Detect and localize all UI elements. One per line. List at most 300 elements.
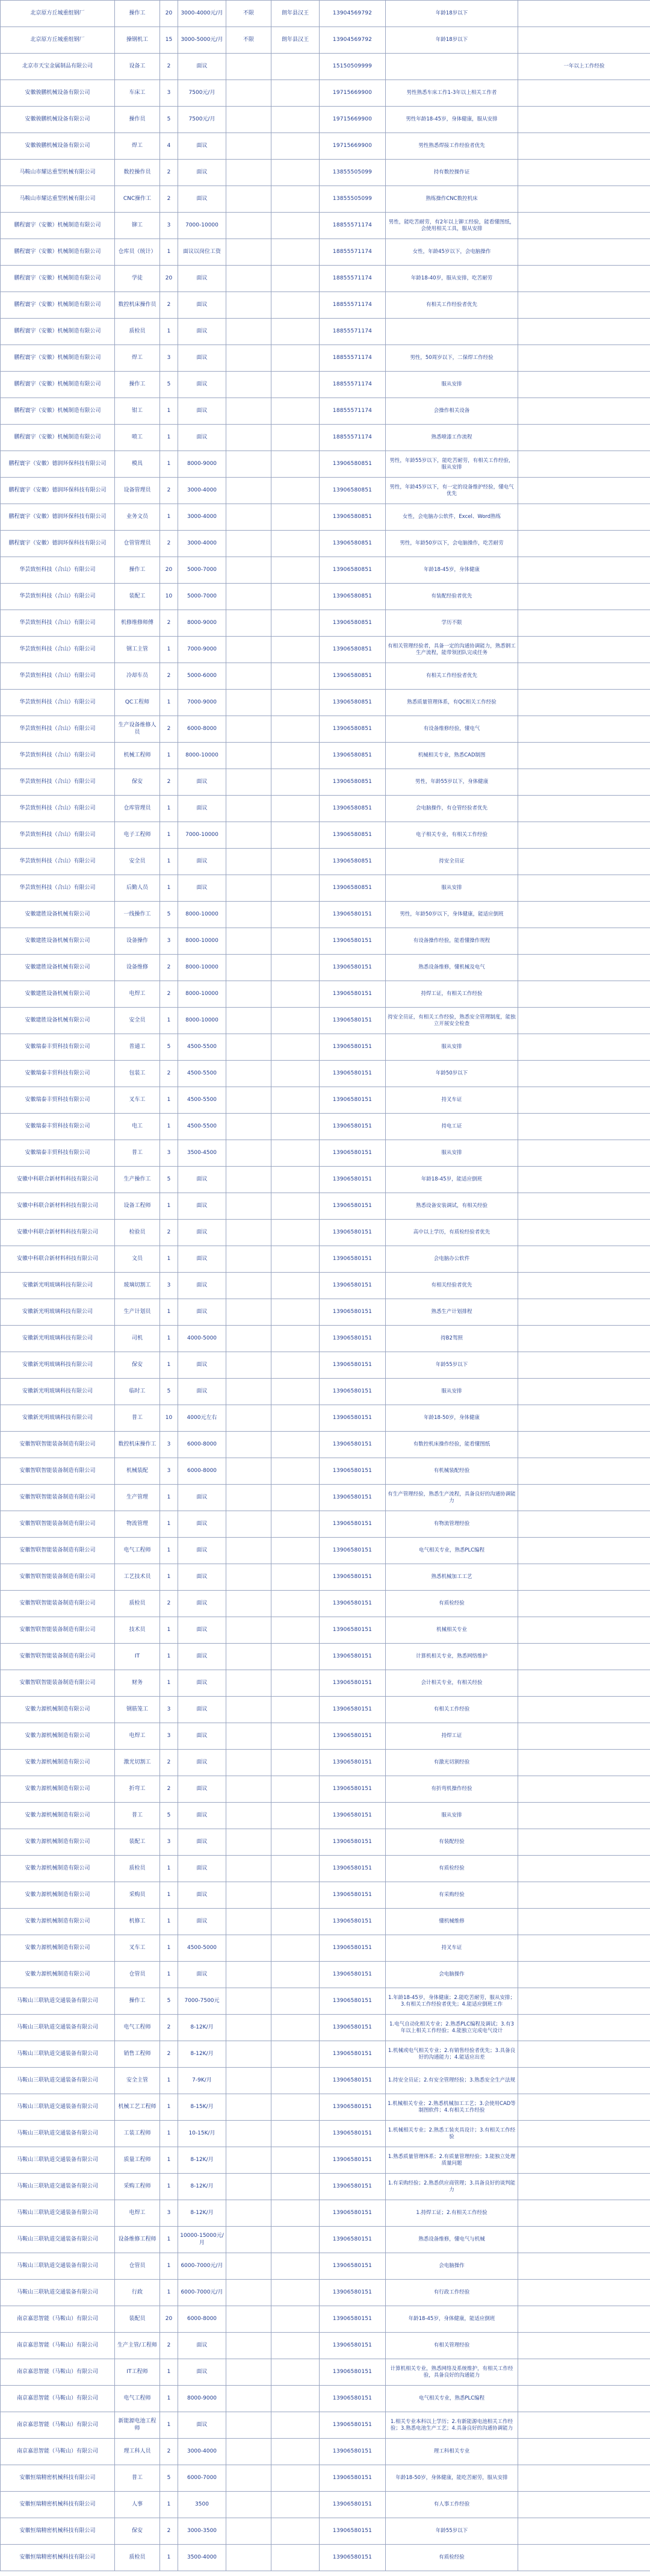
headcount-cell: 3 [160,345,178,372]
requirements-cell: 有物流管理经验 [386,1511,518,1538]
note-cell [518,690,650,716]
education-cell [226,1008,271,1034]
company-cell: 马鞍山三联轨道交通装备有限公司 [1,2227,115,2253]
area-cell [271,425,320,451]
area-cell [271,1458,320,1485]
headcount-cell: 3 [160,80,178,107]
company-cell: 安徽中科联合新材料科技有限公司 [1,1167,115,1193]
salary-cell: 6000-8000 [178,2306,226,2333]
note-cell [518,1591,650,1617]
table-row [1,186,650,213]
salary-cell: 面议 [178,1273,226,1299]
company-cell: 马鞍山三联轨道交通装备有限公司 [1,2094,115,2121]
company-cell: 北京市天宝金属制品有限公司 [1,54,115,80]
table-row [1,1776,650,1803]
headcount-cell: 5 [160,1988,178,2015]
position-cell: 电气工程师 [115,1538,160,1564]
company-cell: 安徽智联智能装备制造有限公司 [1,1591,115,1617]
area-cell [271,1114,320,1140]
phone-cell: 13906580151 [320,2412,386,2439]
company-cell: 安徽力源机械制造有限公司 [1,1882,115,1909]
headcount-cell: 1 [160,690,178,716]
phone-cell: 13906580151 [320,1485,386,1511]
area-cell [271,54,320,80]
education-cell [226,345,271,372]
phone-cell: 13906580151 [320,1962,386,1988]
company-cell: 北京原方丘城重组钢厂 [1,27,115,54]
note-cell [518,266,650,292]
table-row [1,1988,650,2015]
table-row [1,1405,650,1432]
headcount-cell: 1 [160,319,178,345]
table-row [1,1962,650,1988]
salary-cell: 面议 [178,1723,226,1750]
position-cell: 采购工程师 [115,2174,160,2200]
position-cell: 玻璃切割工 [115,1273,160,1299]
headcount-cell: 20 [160,266,178,292]
salary-cell: 8000-10000 [178,981,226,1008]
education-cell [226,2253,271,2280]
education-cell [226,663,271,690]
position-cell: 质检员 [115,319,160,345]
company-cell: 鹏程寰宇（安徽）机械制造有限公司 [1,213,115,239]
table-row [1,54,650,80]
salary-cell: 7000-7500元 [178,1988,226,2015]
headcount-cell: 2 [160,1220,178,1246]
area-cell [271,1034,320,1061]
table-row [1,531,650,557]
area-cell [271,1829,320,1856]
education-cell [226,849,271,875]
position-cell: 机修工 [115,1909,160,1935]
headcount-cell: 3 [160,1723,178,1750]
area-cell [271,1167,320,1193]
table-row [1,398,650,425]
company-cell: 马鞍山市耀达重型机械有限公司 [1,160,115,186]
phone-cell: 13906580151 [320,2280,386,2306]
table-row [1,2068,650,2094]
note-cell [518,1087,650,1114]
phone-cell: 13906580151 [320,2094,386,2121]
requirements-cell: 女性，年龄45岁以下，会电脑操作 [386,239,518,266]
education-cell [226,1909,271,1935]
position-cell: 文员 [115,1246,160,1273]
education-cell [226,1723,271,1750]
table-row [1,955,650,981]
note-cell: 一年以上工作经验 [518,54,650,80]
phone-cell: 13906580851 [320,822,386,849]
company-cell: 鹏程寰宇（安徽）德润环保科技有限公司 [1,478,115,504]
headcount-cell: 2 [160,531,178,557]
salary-cell: 面议以岗位工资 [178,239,226,266]
company-cell: 安徽力源机械制造有限公司 [1,1909,115,1935]
education-cell [226,2412,271,2439]
table-row [1,2015,650,2041]
area-cell [271,239,320,266]
area-cell [271,2068,320,2094]
phone-cell: 13906580151 [320,1776,386,1803]
position-cell: 机修维修师傅 [115,610,160,637]
headcount-cell: 1 [160,1856,178,1882]
requirements-cell: 熟练操作CNC数控机床 [386,186,518,213]
area-cell [271,557,320,584]
requirements-cell: 1.熟悉质量管理体系；2.有质量管理经验；3.能独立处理质量问题 [386,2147,518,2174]
phone-cell: 13906580151 [320,2386,386,2412]
salary-cell: 面议 [178,769,226,796]
table-row [1,451,650,478]
headcount-cell: 2 [160,1591,178,1617]
position-cell: 装配工 [115,1829,160,1856]
headcount-cell: 5 [160,1379,178,1405]
phone-cell: 13906580851 [320,504,386,531]
headcount-cell: 1 [160,1962,178,1988]
headcount-cell: 1 [160,2359,178,2386]
company-cell: 华芸致恒科技（合山）有限公司 [1,716,115,743]
company-cell: 鹏程寰宇（安徽）德润环保科技有限公司 [1,531,115,557]
phone-cell: 13906580151 [320,1803,386,1829]
headcount-cell: 5 [160,1167,178,1193]
company-cell: 安徽骏鹏机械设备有限公司 [1,80,115,107]
position-cell: 生产主管/工程师 [115,2333,160,2359]
area-cell [271,266,320,292]
headcount-cell: 1 [160,1882,178,1909]
salary-cell: 8000-9000 [178,451,226,478]
education-cell [226,1803,271,1829]
note-cell [518,2492,650,2518]
company-cell: 安徽智联智能装备制造有限公司 [1,1458,115,1485]
note-cell [518,2280,650,2306]
requirements-cell: 计算机相关专业，熟悉网络及系统维护，有相关工作经验，具备良好的沟通能力 [386,2359,518,2386]
area-cell [271,610,320,637]
phone-cell: 13906580151 [320,1697,386,1723]
position-cell: 行政 [115,2280,160,2306]
requirements-cell: 有相关工作经验者优先 [386,292,518,319]
requirements-cell: 持安全员证 [386,849,518,875]
headcount-cell: 1 [160,2386,178,2412]
headcount-cell: 5 [160,1034,178,1061]
requirements-cell: 熟悉质量管理体系，有QC相关工作经验 [386,690,518,716]
company-cell: 安徽力源机械制造有限公司 [1,1776,115,1803]
headcount-cell: 2 [160,2041,178,2068]
requirements-cell: 有折弯机操作经验 [386,1776,518,1803]
headcount-cell: 2 [160,2518,178,2545]
headcount-cell: 5 [160,107,178,133]
headcount-cell: 1 [160,2492,178,2518]
headcount-cell: 15 [160,27,178,54]
table-row [1,266,650,292]
company-cell: 南京嘉思智能（马鞍山）有限公司 [1,2359,115,2386]
company-cell: 南京嘉思智能（马鞍山）有限公司 [1,2439,115,2465]
phone-cell: 13904569792 [320,1,386,27]
area-cell [271,822,320,849]
position-cell: 电气工程师 [115,2386,160,2412]
position-cell: 仓管管理员 [115,531,160,557]
headcount-cell: 2 [160,2439,178,2465]
company-cell: 安徽建胜设备机械有限公司 [1,1008,115,1034]
salary-cell: 面议 [178,1750,226,1776]
company-cell: 安徽骏鹏机械设备有限公司 [1,107,115,133]
phone-cell: 18855571174 [320,213,386,239]
education-cell [226,1405,271,1432]
table-row [1,2412,650,2439]
headcount-cell: 2 [160,54,178,80]
education-cell [226,2333,271,2359]
area-cell [271,478,320,504]
table-row [1,557,650,584]
note-cell [518,1379,650,1405]
education-cell [226,2359,271,2386]
note-cell [518,875,650,902]
note-cell [518,955,650,981]
table-row [1,1034,650,1061]
salary-cell: 8-12K/月 [178,2015,226,2041]
education-cell [226,1829,271,1856]
area-cell [271,2545,320,2571]
phone-cell: 18855571174 [320,266,386,292]
salary-cell: 面议 [178,796,226,822]
area-cell [271,2412,320,2439]
phone-cell: 18855571174 [320,239,386,266]
headcount-cell: 1 [160,796,178,822]
requirements-cell: 年龄18-50岁，身体健康，能吃苦耐劳，服从安排 [386,2465,518,2492]
education-cell [226,1856,271,1882]
area-cell [271,1405,320,1432]
phone-cell: 13906580151 [320,1591,386,1617]
area-cell [271,1220,320,1246]
position-cell: 保安 [115,769,160,796]
position-cell: 学徒 [115,266,160,292]
headcount-cell: 1 [160,1352,178,1379]
salary-cell: 3000-4000 [178,478,226,504]
note-cell [518,849,650,875]
note-cell [518,1935,650,1962]
education-cell [226,2121,271,2147]
position-cell: 喷工 [115,425,160,451]
company-cell: 南京嘉思智能（马鞍山）有限公司 [1,2306,115,2333]
education-cell [226,1511,271,1538]
company-cell: 鹏程寰宇（安徽）机械制造有限公司 [1,425,115,451]
table-row [1,2465,650,2492]
position-cell: 设备管理员 [115,478,160,504]
company-cell: 马鞍山市耀达重型机械有限公司 [1,186,115,213]
area-cell [271,981,320,1008]
requirements-cell: 1.年龄18-45岁，身体健康；2.能吃苦耐劳，服从安排；3.有相关工作经验者优先；4.能适应倒班工作 [386,1988,518,2015]
area-cell [271,1379,320,1405]
table-row [1,1564,650,1591]
position-cell: 操作工 [115,372,160,398]
phone-cell: 13906580151 [320,1061,386,1087]
note-cell [518,80,650,107]
salary-cell: 面议 [178,1829,226,1856]
note-cell [518,478,650,504]
position-cell: 仓库员（统计） [115,239,160,266]
note-cell [518,1617,650,1644]
phone-cell: 13906580151 [320,2518,386,2545]
note-cell [518,822,650,849]
requirements-cell: 有相关工作经验 [386,1697,518,1723]
position-cell: 质量工程师 [115,2147,160,2174]
phone-cell: 18855571174 [320,292,386,319]
note-cell [518,107,650,133]
table-row [1,1697,650,1723]
requirements-cell: 持B2驾照 [386,1326,518,1352]
headcount-cell: 1 [160,1246,178,1273]
education-cell [226,292,271,319]
phone-cell: 13906580151 [320,1564,386,1591]
headcount-cell: 2 [160,1061,178,1087]
table-row [1,584,650,610]
area-cell [271,2041,320,2068]
requirements-cell: 电子相关专业，有相关工作经验 [386,822,518,849]
note-cell [518,2306,650,2333]
area-cell [271,2147,320,2174]
education-cell [226,902,271,928]
note-cell [518,1856,650,1882]
requirements-cell: 男性，能吃苦耐劳，有2年以上铆工经验，能看懂图纸，会使用相关工具，服从安排 [386,213,518,239]
area-cell [271,213,320,239]
table-row [1,1617,650,1644]
position-cell: 财务 [115,1670,160,1697]
salary-cell: 7500元/月 [178,80,226,107]
requirements-cell: 年龄18岁以下 [386,27,518,54]
salary-cell: 面议 [178,1485,226,1511]
position-cell: 人事 [115,2492,160,2518]
note-cell [518,1882,650,1909]
education-cell [226,80,271,107]
area-cell [271,1299,320,1326]
phone-cell: 13906580151 [320,1114,386,1140]
note-cell [518,1909,650,1935]
note-cell [518,2439,650,2465]
salary-cell: 3000-4000 [178,531,226,557]
company-cell: 安徽智联智能装备制造有限公司 [1,1617,115,1644]
note-cell [518,1299,650,1326]
note-cell [518,2068,650,2094]
education-cell [226,637,271,663]
salary-cell: 面议 [178,133,226,160]
headcount-cell: 1 [160,2280,178,2306]
requirements-cell: 1.有采购经验；2.熟悉供应商管理；3.具备良好的谈判能力 [386,2174,518,2200]
education-cell [226,1697,271,1723]
requirements-cell: 有人事工作经验 [386,2492,518,2518]
requirements-cell: 会操作相关设备 [386,398,518,425]
education-cell [226,690,271,716]
salary-cell: 4000元左右 [178,1405,226,1432]
headcount-cell: 1 [160,239,178,266]
salary-cell: 3000-4000元/月 [178,1,226,27]
education-cell [226,2465,271,2492]
company-cell: 华芸致恒科技（合山）有限公司 [1,822,115,849]
area-cell [271,1909,320,1935]
area-cell [271,2465,320,2492]
phone-cell: 13906580151 [320,928,386,955]
education-cell [226,1750,271,1776]
position-cell: 模具 [115,451,160,478]
salary-cell: 6000-7000元/月 [178,2253,226,2280]
phone-cell: 13906580151 [320,2147,386,2174]
position-cell: 保安 [115,2518,160,2545]
requirements-cell: 年龄18岁以下 [386,1,518,27]
job-rows [1,1,650,2571]
position-cell: 叉车工 [115,1935,160,1962]
requirements-cell: 持电工证 [386,1114,518,1140]
note-cell [518,1697,650,1723]
education-cell [226,1140,271,1167]
phone-cell: 13906580151 [320,1644,386,1670]
headcount-cell: 1 [160,822,178,849]
position-cell: 机械工艺工程师 [115,2094,160,2121]
phone-cell: 13906580851 [320,796,386,822]
phone-cell: 13906580151 [320,1432,386,1458]
position-cell: 安全员 [115,1008,160,1034]
headcount-cell: 1 [160,2121,178,2147]
phone-cell: 13906580151 [320,1140,386,1167]
area-cell [271,1856,320,1882]
note-cell [518,1458,650,1485]
position-cell: 电子工程师 [115,822,160,849]
note-cell [518,981,650,1008]
table-row [1,292,650,319]
education-cell [226,1670,271,1697]
table-row [1,372,650,398]
position-cell: 铆工 [115,213,160,239]
company-cell: 华芸致恒科技（合山）有限公司 [1,743,115,769]
table-row [1,981,650,1008]
company-cell: 安徽中科联合新材料科技有限公司 [1,1193,115,1220]
education-cell [226,875,271,902]
education-cell [226,822,271,849]
education-cell [226,1776,271,1803]
table-row [1,27,650,54]
requirements-cell: 年龄55岁以下 [386,1352,518,1379]
salary-cell: 面议 [178,2412,226,2439]
table-row [1,133,650,160]
company-cell: 华芸致恒科技（合山）有限公司 [1,663,115,690]
education-cell [226,2174,271,2200]
company-cell: 鹏程寰宇（安徽）机械制造有限公司 [1,398,115,425]
table-row [1,160,650,186]
requirements-cell: 学历不限 [386,610,518,637]
salary-cell: 面议 [178,1644,226,1670]
requirements-cell: 有相关管理经验者，具备一定的沟通协调能力，熟悉钢工生产流程，能带领团队完成任务 [386,637,518,663]
position-cell: 电焊工 [115,2200,160,2227]
requirements-cell: 有相关工作经验者优先 [386,663,518,690]
note-cell [518,1803,650,1829]
salary-cell: 面议 [178,1220,226,1246]
salary-cell: 面议 [178,1564,226,1591]
phone-cell: 18855571174 [320,425,386,451]
requirements-cell: 电气相关专业，熟悉PLC编程 [386,2386,518,2412]
education-cell [226,2386,271,2412]
position-cell: 数控操作员 [115,160,160,186]
education-cell [226,425,271,451]
headcount-cell: 1 [160,1193,178,1220]
phone-cell: 13906580151 [320,1379,386,1405]
area-cell [271,1087,320,1114]
requirements-cell [386,319,518,345]
phone-cell: 13906580851 [320,769,386,796]
salary-cell: 7500元/月 [178,107,226,133]
position-cell: 钳工 [115,398,160,425]
salary-cell: 8000-9000 [178,610,226,637]
company-cell: 马鞍山三联轨道交通装备有限公司 [1,2068,115,2094]
salary-cell: 6000-7000元/月 [178,2280,226,2306]
phone-cell: 18855571174 [320,372,386,398]
area-cell [271,319,320,345]
position-cell: 生产计划员 [115,1299,160,1326]
position-cell: 销售工程师 [115,2041,160,2068]
table-row [1,637,650,663]
